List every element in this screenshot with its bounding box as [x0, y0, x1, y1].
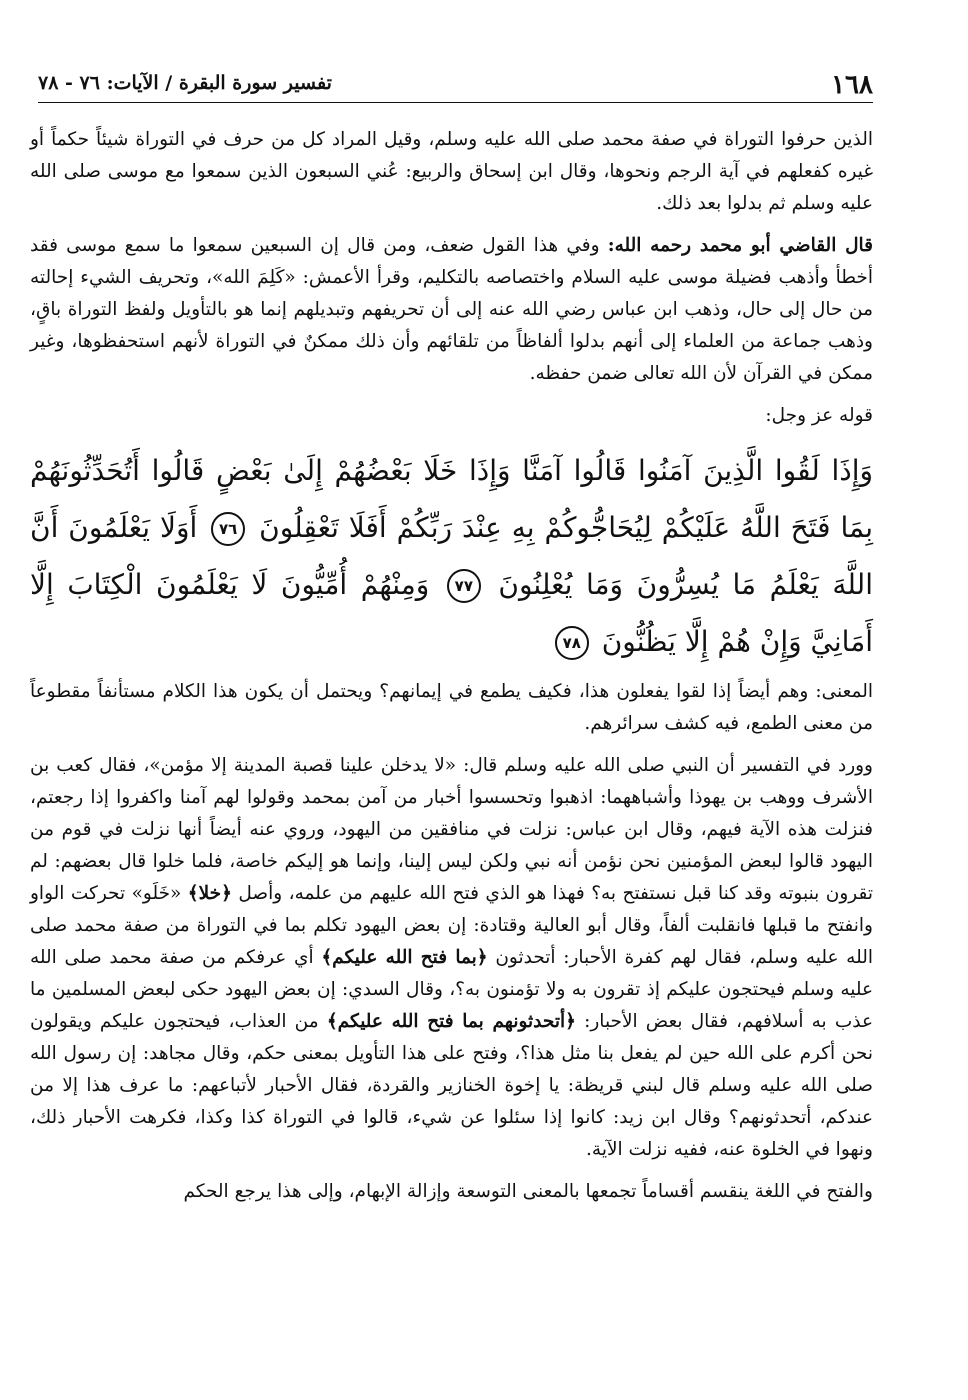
verse-part-1: وَإِذَا لَقُوا الَّذِينَ آمَنُوا قَالُوا آمَنَّا وَإِذَا خَلَا بَعْضُهُمْ إِلَىٰ بَعْضٍ قَالُوا أَتُحَدِّثُونَهُمْ بِمَا فَتَحَ اللَّهُ عَلَيْكُمْ لِيُحَاجُّوكُمْ بِهِ عِنْدَ رَبِّكُمْ أَفَلَا تَعْقِلُونَ — [30, 454, 874, 544]
paragraph-2 — [30, 230, 873, 390]
paragraph-5: والفتح في اللغة ينقسم أقساماً تجمعها بالمعنى التوسعة وإزالة الإبهام، وإلى هذا يرجع الحكم — [183, 1181, 873, 1202]
ayah-marker-78: ٧٨ — [555, 626, 589, 660]
paragraph-2-text: وفي هذا القول ضعف، ومن قال إن السبعين سمعوا ما سمع موسى فقد أخطأ وأذهب فضيلة موسى عليه السلام واختصاصه بالتكليم، وقرأ الأعمش: «كَلِمَ الله»، وتحريف الشيء إحالته من حال إلى حال، وذهب ابن عباس رضي الله عنه إلى أن تحريفهم وتبديلهم إنما هو بالتأويل ولفظ التوراة باقٍ، وذهب جماعة من العلماء إلى أنهم بدلوا ألفاظاً من تلقائهم وأن ذلك ممكنٌ في التوراة لأنهم استحفظوها، وغير ممكن في القرآن لأن الله تعالى ضمن حفظه. — [30, 235, 873, 384]
paragraph-4-text-3: أي عرفكم من صفة محمد صلى الله عليه وسلم فيحتجون عليكم إذ تقرون به ولا تؤمنون به؟، وقال السدي: إن بعض اليهود حكى لبعض المسلمين ما عذب به أسلافهم، فقال بعض الأحبار: — [30, 947, 874, 1032]
ayah-marker-76: ٧٦ — [211, 512, 245, 546]
verse-part-2: أَوَلَا يَعْلَمُونَ أَنَّ اللَّهَ يَعْلَمُ مَا يُسِرُّونَ وَمَا يُعْلِنُونَ — [30, 511, 873, 601]
page-number: ١٦٨ — [831, 70, 873, 100]
quran-verse — [30, 442, 873, 670]
running-title: تفسير سورة البقرة / الآيات: ٧٦ - ٧٨ — [38, 72, 332, 94]
page-header — [38, 68, 873, 103]
speaker-label: قال القاضي أبو محمد رحمه الله: — [607, 235, 873, 256]
quote-bima-fataha: ﴿بما فتح الله عليكم﴾ — [321, 947, 488, 968]
quote-khala: ﴿خلا﴾ — [187, 883, 232, 904]
verse-part-3: وَمِنْهُمْ أُمِّيُّونَ لَا يَعْلَمُونَ الْكِتَابَ إِلَّا أَمَانِيَّ وَإِنْ هُمْ إِلَّا يَظُنُّونَ — [30, 568, 873, 658]
paragraph-4-text-1: وورد في التفسير أن النبي صلى الله عليه وسلم قال: «لا يدخلن علينا قصبة المدينة إلا مؤمن»، فقال كعب بن الأشرف ووهب بن يهوذا وأشباههما: اذهبوا وتحسسوا أخبار من آمن بمحمد وقولوا لهم آمنا واكفروا إذا رجعتم، فنزلت هذه الآية فيهم، وقال ابن عباس: نزلت في منافقين من اليهود، وروي عنه أيضاً أنها نزلت في قوم من اليهود قالوا لبعض المؤمنين نحن نؤمن أنه نبي ولكن ليس إلينا، وإنما هو إليكم خاصة، فلما خلوا قال بعضهم: لم تقرون بنبوته وقد كنا قبل نستفتح به؟ فهذا هو الذي فتح الله عليهم من علمه، وأصل — [30, 755, 873, 904]
paragraph-4 — [30, 750, 873, 1166]
quote-atuhaddithunahum: ﴿أتحدثونهم بما فتح الله عليكم﴾ — [326, 1011, 576, 1032]
paragraph-3: المعنى: وهم أيضاً إذا لقوا يفعلون هذا، فكيف يطمع في إيمانهم؟ ويحتمل أن يكون هذا الكلام مستأنفاً مقطوعاً من معنى الطمع، فيه كشف سرائرهم. — [30, 681, 873, 734]
paragraph-4-text-2: «خَلَو» تحركت الواو وانفتح ما قبلها فانقلبت ألفاً، وقال أبو العالية وقتادة: إن بعض اليهود تكلم بما في التوراة من صفة محمد صلى الله عليه وسلم، فقال لهم كفرة الأحبار: أتحدثون — [30, 883, 873, 968]
paragraph-4-text-4: من العذاب، فيحتجون عليكم ويقولون نحن أكرم على الله حين لم يفعل بنا مثل هذا؟، وفتح على هذا التأويل بمعنى حكم، وقال مجاهد: إن رسول الله صلى الله عليه وسلم قال لبني قريظة: يا إخوة الخنازير والقردة، فقال الأحبار لأتباعهم: ما عرف هذا إلا من عندكم، أتحدثونهم؟ وقال ابن زيد: كانوا إذا سئلوا عن شيء، قالوا في التوراة كذا وكذا، فكرهت الأحبار ذلك، ونهوا في الخلوة عنه، ففيه نزلت الآية. — [30, 1011, 873, 1160]
paragraph-1: الذين حرفوا التوراة في صفة محمد صلى الله عليه وسلم، وقيل المراد كل من حرف في التوراة شيئاً حكماً أو غيره كفعلهم في آية الرجم ونحوها، وقال ابن إسحاق والربيع: عُني السبعون الذين سمعوا مع موسى صلى الله عليه وسلم ثم بدلوا بعد ذلك. — [30, 129, 873, 214]
verse-intro: قوله عز وجل: — [765, 405, 873, 426]
ayah-marker-77: ٧٧ — [447, 569, 481, 603]
page-body — [30, 124, 873, 1218]
